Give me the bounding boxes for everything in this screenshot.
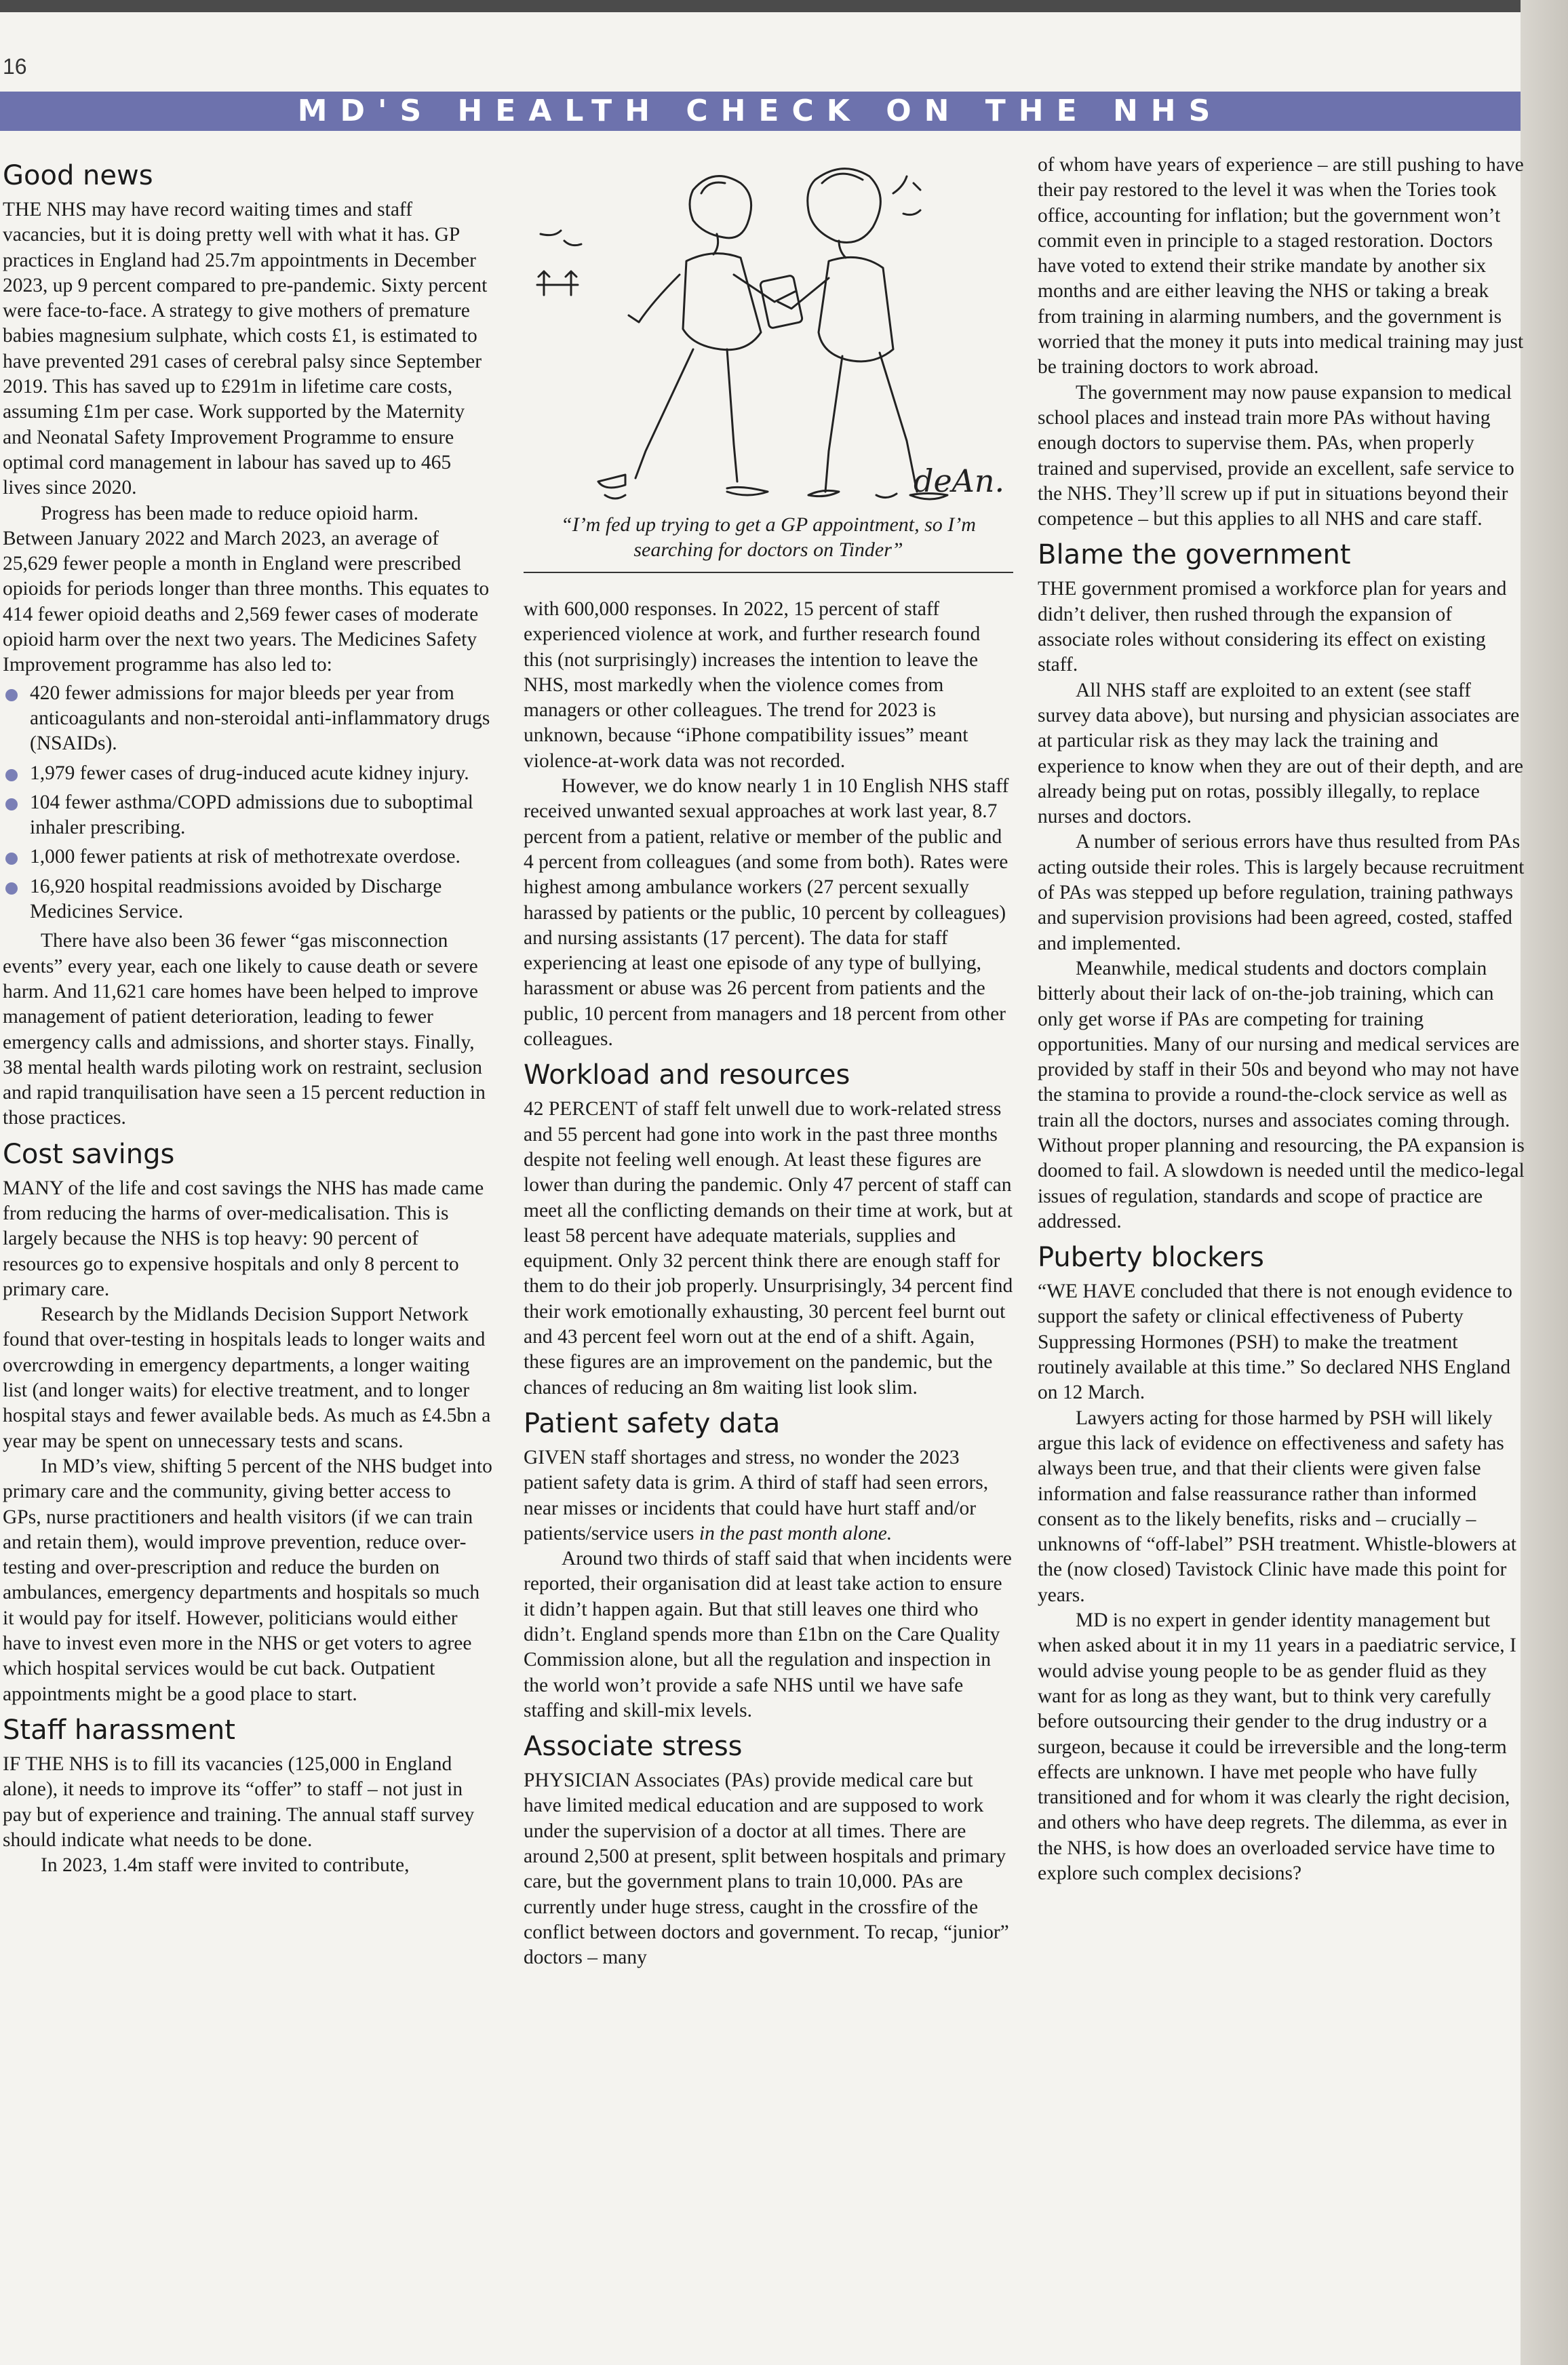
paragraph: THE government promised a workforce plan for years and didn’t deliver, then rushed through the expansion of associate roles without considering its effect on existing staff. xyxy=(1038,578,1507,676)
list-item xyxy=(3,681,492,757)
heading-good-news: Good news xyxy=(3,160,153,191)
heading-patient-safety: Patient safety data xyxy=(524,1407,781,1439)
heading-associate-stress: Associate stress xyxy=(524,1731,743,1763)
paragraph: 42 PERCENT of staff felt unwell due to work-related stress and 55 percent had gone into work in the past three months despite not feeling well enough. At least these figures are lower than during the pandemic. Only 47 percent of staff can meet all the conflicting demands on their time at work, but at least 58 percent have adequate materials, supplies and equipment. Only 32 percent think there are enough staff for them to do their job properly. Unsurprisingly, 34 percent find their work emotionally exhausting, 30 percent feel burnt out and 43 percent feel worn out at the end of a shift. Again, these figures are an improvement on the pandemic, but the chances of reducing an 8m waiting list look slim. xyxy=(524,1098,1013,1399)
paragraph-emphasis: in the past month alone. xyxy=(699,1522,893,1544)
bullet-icon xyxy=(5,769,18,781)
paragraph: In 2023, 1.4m staff were invited to contribute, xyxy=(41,1854,410,1877)
paragraph: Research by the Midlands Decision Support Network found that over-testing in hospitals leads to longer waits and overcrowding in emergency departments, a longer waiting list (and longer waits) for elective treatment, and to longer hospital stays and fewer available beds. As much as £4.5bn a year may be spent on unnecessary tests and scans. xyxy=(3,1304,491,1452)
heading-staff-harassment: Staff harassment xyxy=(3,1714,235,1746)
paragraph: The government may now pause expansion to medical school places and instead train more PAs without having enough doctors to supervise them. PAs, when properly trained and supervised, provide an excellent, safe service to the NHS. They’ll screw up if put in situations beyond their competence – but this applies to all NHS and care staff. xyxy=(1038,381,1514,530)
cartoon-caption: “I’m fed up trying to get a GP appointment, so I’m searching for doctors on Tinder” xyxy=(561,513,976,561)
paragraph: IF THE NHS is to fill its vacancies (125,000 in England alone), it needs to improve its “offer” to staff – not just in pay but of experience and training. The annual staff survey should indicate what needs to be done. xyxy=(3,1753,475,1851)
paragraph: There have also been 36 fewer “gas misconnection events” every year, each one likely to cause death or severe harm. And 11,621 care homes have been helped to improve management of patient deterioration, leading to fewer emergency calls and admissions, and shorter stays. Finally, 38 mental health wards piloting work on restraint, seclusion and rapid tranquilisation have seen a 15 percent reduction in those practices. xyxy=(3,930,486,1129)
list-item xyxy=(3,874,492,925)
paragraph xyxy=(524,1445,1013,1546)
list-item xyxy=(3,761,492,786)
cartoon-illustration xyxy=(524,153,1013,553)
paragraph: PHYSICIAN Associates (PAs) provide medical care but have limited medical education and are supposed to work under the supervision of a doctor at all times. There are around 2,500 at present, split between hospitals and primary care, but the government plans to train 10,000. PAs are currently under huge stress, caught in the crossfire of the conflict between doctors and government. To recap, “junior” doctors – many xyxy=(524,1770,1009,1969)
bullet-icon xyxy=(5,798,18,810)
list-item-text: 104 fewer asthma/COPD admissions due to suboptimal inhaler prescribing. xyxy=(30,791,473,839)
heading-workload: Workload and resources xyxy=(524,1059,850,1091)
paragraph: Progress has been made to reduce opioid harm. Between January 2022 and March 2023, an average of 25,629 fewer people a month in England were prescribed opioids for periods longer than three months. This equates to 414 fewer opioid deaths and 2,569 fewer cases of moderate opioid harm over the next two years. The Medicines Safety Improvement programme has also led to: xyxy=(3,502,490,676)
caption-divider xyxy=(524,572,1013,573)
list-item-text: 16,920 hospital readmissions avoided by Discharge Medicines Service. xyxy=(30,875,442,923)
bullet-icon xyxy=(5,689,18,701)
heading-blame-government: Blame the government xyxy=(1038,539,1351,571)
paragraph: MANY of the life and cost savings the NHS has made came from reducing the harms of over-medicalisation. This is largely because the NHS is top heavy: 90 percent of resources go to expensive hospitals and only 8 percent to primary care. xyxy=(3,1177,484,1300)
page-top-edge xyxy=(0,0,1568,12)
list-item-text: 1,000 fewer patients at risk of methotrexate overdose. xyxy=(30,846,460,868)
paragraph: THE NHS may have record waiting times and staff vacancies, but it is doing pretty well with what it has. GP practices in England had 25.7m appointments in December 2023, up 9 percent compared to pre-pandemic. Sixty percent were face-to-face. A strategy to give mothers of premature babies magnesium sulphate, which costs £1, is estimated to have prevented 291 cases of cerebral palsy since September 2019. This has saved up to £291m in lifetime care costs, assuming £1m per case. Work supported by the Maternity and Neonatal Safety Improvement Programme to ensure optimal cord management in labour has saved up to 465 lives since 2020. xyxy=(3,199,488,499)
paragraph: Lawyers acting for those harmed by PSH will likely argue this lack of evidence on effectiveness and safety has always been true, and that their clients were given false information and false reassurance rather than informed consent as to the likely benefits, risks and – crucially – unknowns of “off-label” PSH treatment. Whistle-blowers at the (now closed) Tavistock Clinic have made this point for years. xyxy=(1038,1407,1516,1606)
page-number: 16 xyxy=(3,54,27,79)
page-right-edge xyxy=(1521,0,1568,2365)
list-item-text: 1,979 fewer cases of drug-induced acute kidney injury. xyxy=(30,762,469,784)
paragraph: A number of serious errors have thus resulted from PAs acting outside their roles. This is largely because recruitment of PAs was stepped up before regulation, training pathways and supervision provisions had been agreed, costed, staffed and implemented. xyxy=(1038,831,1525,954)
bullet-icon xyxy=(5,853,18,865)
list-item xyxy=(3,790,492,841)
paragraph: “WE HAVE concluded that there is not enough evidence to support the safety or clinical effectiveness of Puberty Suppressing Hormones (PSH) to make the treatment routinely available at this time.” So declared NHS England on 12 March. xyxy=(1038,1281,1512,1404)
list-item xyxy=(3,844,492,869)
paragraph: with 600,000 responses. In 2022, 15 percent of staff experienced violence at work, and further research found this (not surprisingly) increases the intention to leave the NHS, most markedly when the violence comes from managers or other colleagues. The trend for 2023 is unknown, because “iPhone compatibility issues” meant violence-at-work data was not recorded. xyxy=(524,598,981,772)
paragraph: However, we do know nearly 1 in 10 English NHS staff received unwanted sexual approaches at work last year, 8.7 percent from a patient, relative or member of the public and 4 percent from colleagues (and some from both). Rates were highest among ambulance workers (27 percent sexually harassed by patients or the public, 10 percent by colleagues) and nursing assistants (17 percent). The data for staff experiencing at least one episode of any type of bullying, harassment or abuse was 26 percent from patients and the public, 10 percent from managers and 18 percent from other colleagues. xyxy=(524,775,1009,1051)
bullet-list xyxy=(3,681,492,925)
paragraph-text: GIVEN staff shortages and stress, no wonder the 2023 patient safety data is grim. A third of staff had seen errors, near misses or incidents that could have hurt staff and/or patients/service users xyxy=(524,1446,989,1544)
heading-puberty-blockers: Puberty blockers xyxy=(1038,1242,1264,1274)
paragraph: Meanwhile, medical students and doctors complain bitterly about their lack of on-the-job training, which can only get worse if PAs are competing for training opportunities. Many of our nursing and medical services are provided by staff in their 50s and beyond who may not have the stamina to provide a round-the-clock service as well as train all the doctors, nurses and associates coming through. Without proper planning and resourcing, the PA expansion is doomed to fail. A slowdown is needed until the medico-legal issues of regulation, standards and scope of practice are addressed. xyxy=(1038,957,1525,1232)
column-1 xyxy=(3,153,492,1878)
cartoon-signature: deAn. xyxy=(914,463,1005,499)
column-2-text xyxy=(524,597,1013,1971)
paragraph: MD is no expert in gender identity management but when asked about it in my 11 years in a paediatric service, I would advise young people to be as gender fluid as they want for as long as they want, but to think very carefully before outsourcing their gender to the drug industry or a surgeon, because it could be irreversible and the long-term effects are unknown. I have met people who have fully transitioned and for whom it was clearly the right decision, and others who have deep regrets. The dilemma, as ever in the NHS, is how does an overloaded service have time to explore such complex decisions? xyxy=(1038,1609,1516,1884)
paragraph: of whom have years of experience – are still pushing to have their pay restored to the level it was when the Tories took office, accounting for inflation; but the government won’t commit even in principle to a staged restoration. Doctors have voted to extend their strike mandate by another six months and are either leaving the NHS or taking a break from training in alarming numbers, and the government is worried that the money it puts into medical training may just be training doctors to work abroad. xyxy=(1038,154,1524,378)
column-3 xyxy=(1038,153,1526,1886)
paragraph: All NHS staff are exploited to an extent (see staff survey data above), but nursing and physician associates are at particular risk as they may lack the training and experience to know when they are out of their depth, and are already being put on rotas, possibly illegally, to replace nurses and doctors. xyxy=(1038,679,1523,828)
section-banner: MD'S HEALTH CHECK ON THE NHS xyxy=(0,92,1521,131)
paragraph: Around two thirds of staff said that when incidents were reported, their organisation did at least take action to ensure it didn’t happen again. But that still leaves one third who didn’t. England spends more than £1bn on the Care Quality Commission alone, but all the regulation and inspection in the world won’t provide a safe NHS until we have safe staffing and skill-mix levels. xyxy=(524,1548,1012,1721)
bullet-icon xyxy=(5,882,18,895)
list-item-text: 420 fewer admissions for major bleeds per year from anticoagulants and non-steroidal anti-inflammatory drugs (NSAIDs). xyxy=(30,682,490,755)
paragraph: In MD’s view, shifting 5 percent of the NHS budget into primary care and the community, giving better access to GPs, nurse practitioners and health visitors (if we can train and retain them), would improve prevention, reduce over-testing and over-prescription and reduce the burden on ambulances, emergency departments and hospitals so much it would pay for itself. However, politicians would either have to invest even more in the NHS or get voters to agree which hospital services would be cut back. Outpatient appointments might be a good place to start. xyxy=(3,1455,492,1705)
heading-cost-savings: Cost savings xyxy=(3,1138,175,1170)
